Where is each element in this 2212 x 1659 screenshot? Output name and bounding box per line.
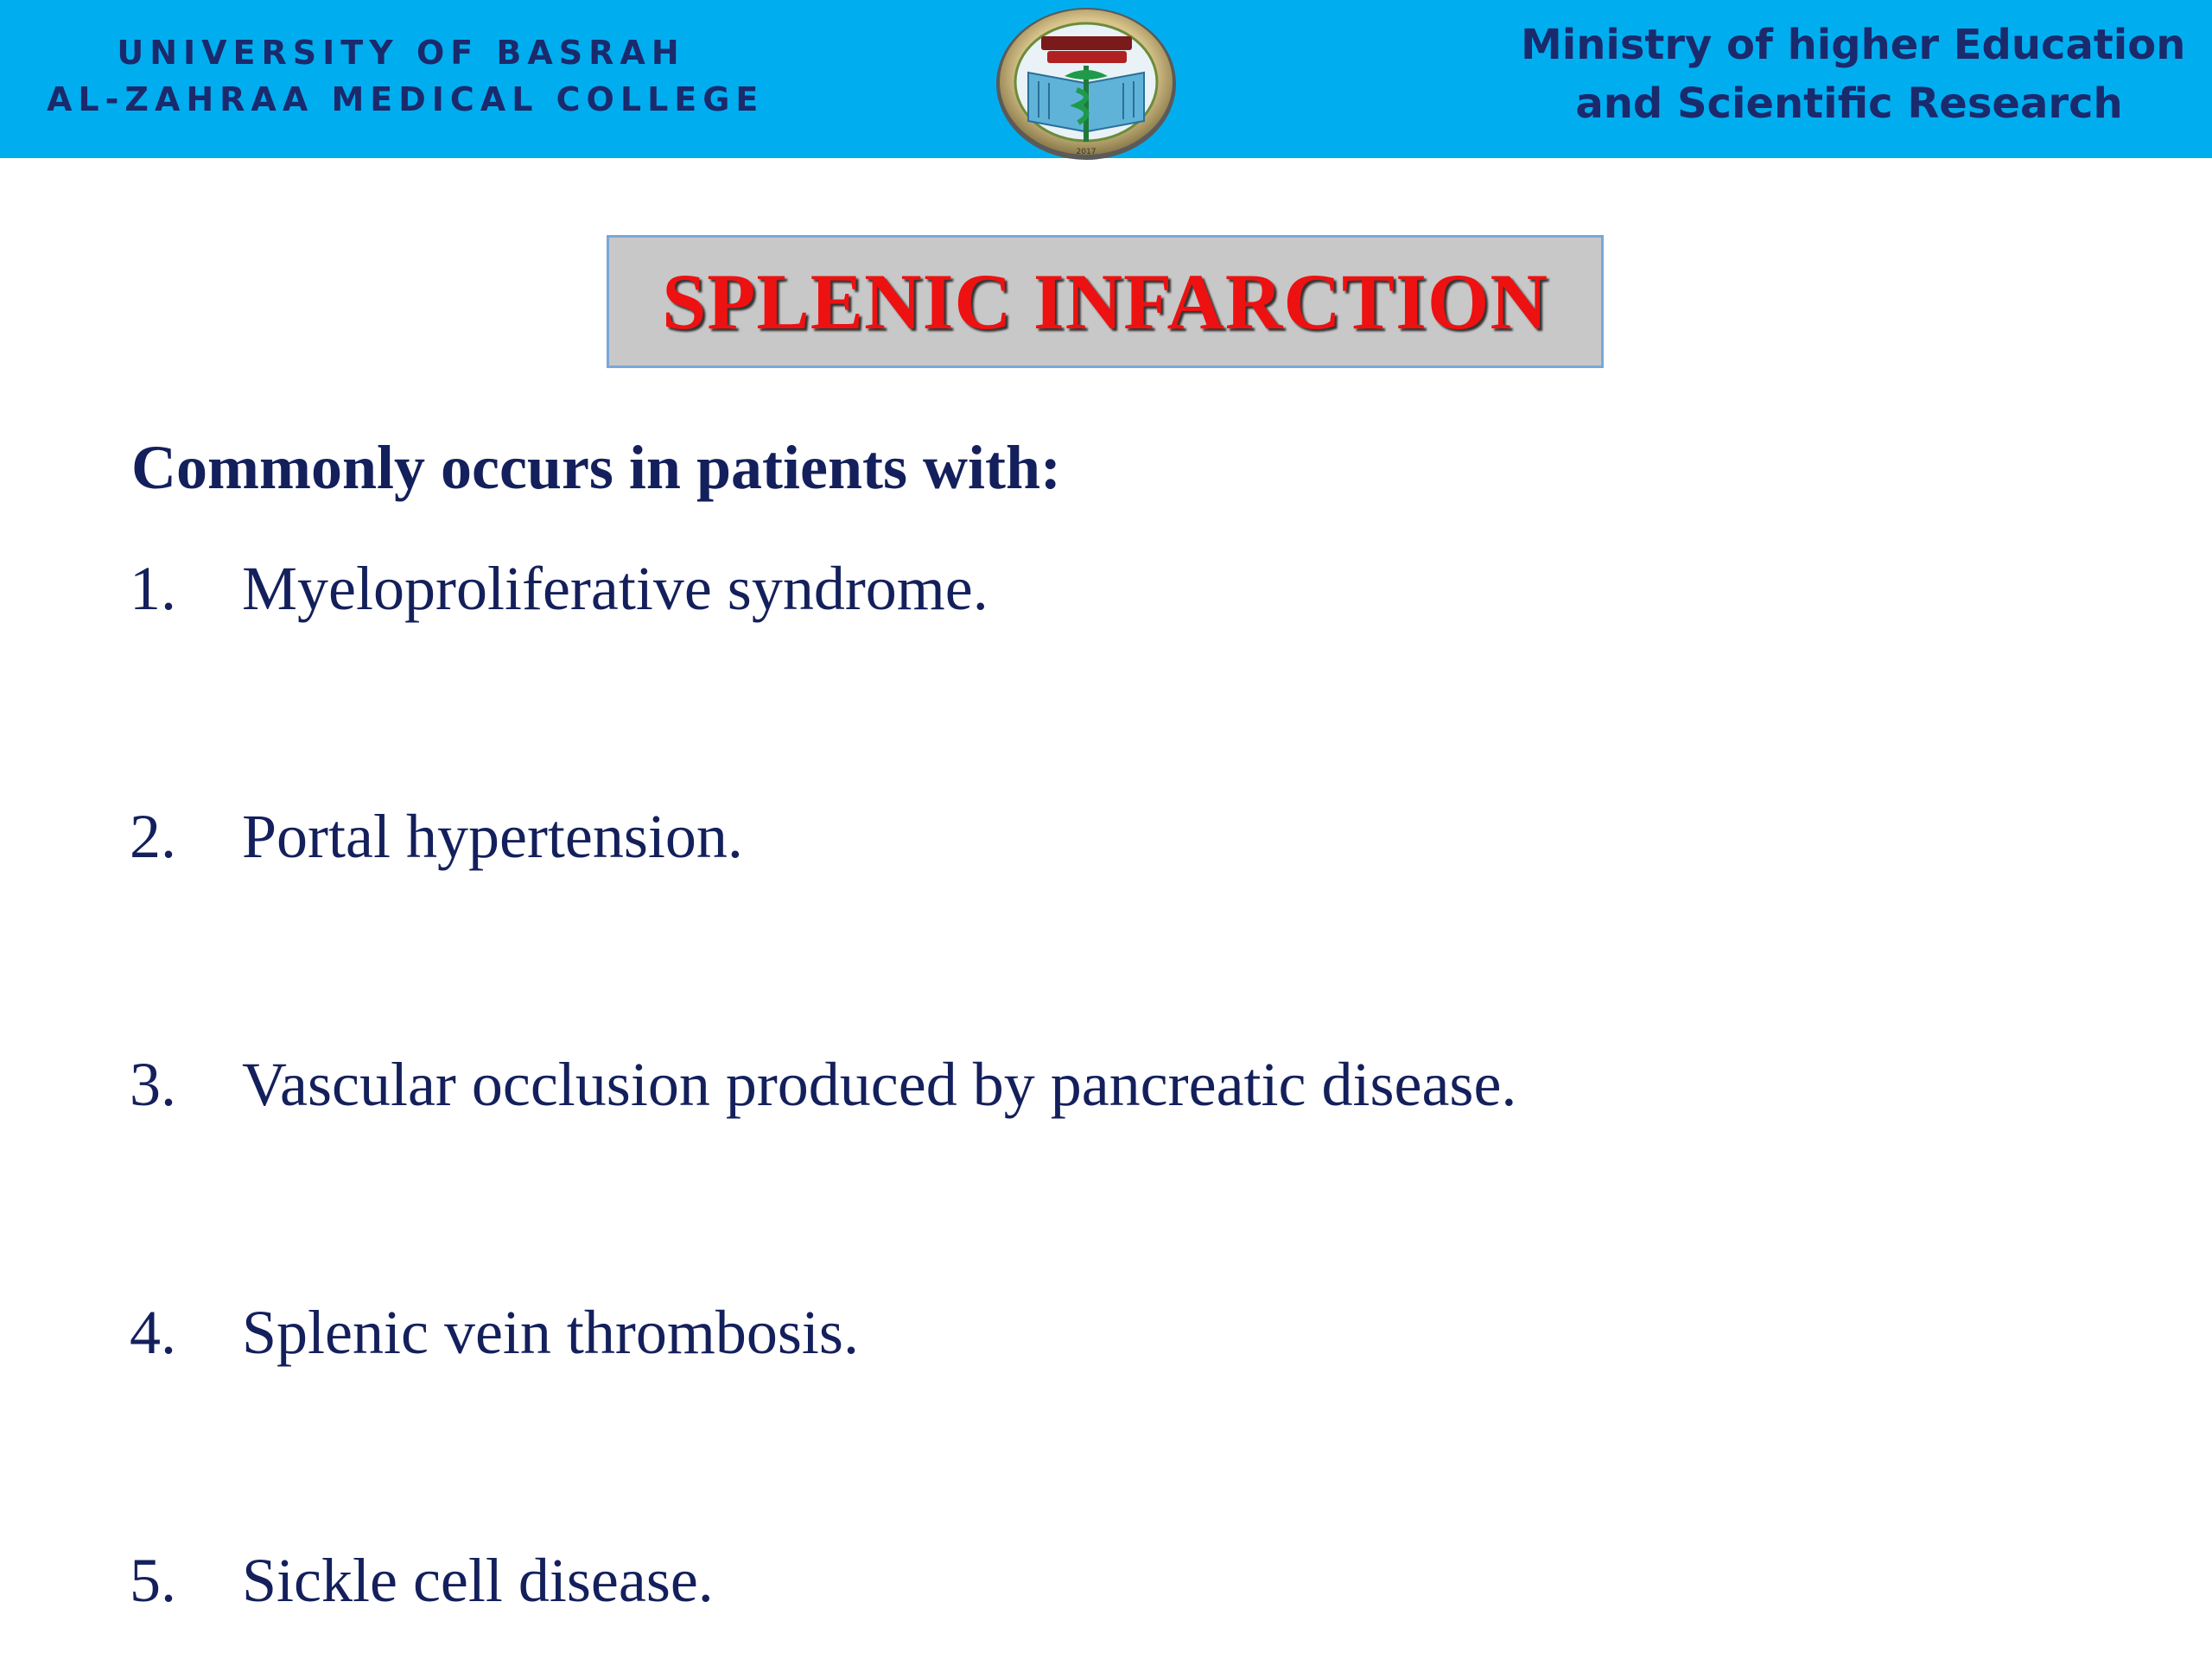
list-item-text: Sickle cell disease. [242,1546,714,1615]
list-item [130,1049,1516,1121]
svg-text:2017: 2017 [1076,148,1096,156]
university-line-2: AL-ZAHRAA MEDICAL COLLEGE [47,80,765,118]
list-item-number: 5. [130,1546,176,1615]
list-item-text: Myeloproliferative syndrome. [242,554,988,623]
list-item [130,801,743,873]
university-line-1: UNIVERSITY OF BASRAH [117,34,685,72]
header-banner [0,0,2212,158]
ministry-name [1521,16,2186,133]
list-item-number: 2. [130,802,176,871]
list-item-number: 3. [130,1050,176,1119]
ministry-line-2: and Scientific Research [1575,79,2123,128]
list-item [130,553,988,625]
list-item [130,1545,714,1617]
list-item-text: Portal hypertension. [242,802,743,871]
intro-text: Commonly occurs in patients with: [131,433,1061,502]
list-item-text: Vascular occlusion produced by pancreatic disease. [242,1050,1517,1119]
list-item-number: 4. [130,1298,176,1367]
university-name [47,29,765,123]
list-item [130,1297,859,1369]
ministry-line-1: Ministry of higher Education [1521,21,2186,69]
title-box [607,235,1604,368]
list-item-number: 1. [130,554,176,623]
slide-title: SPLENIC INFARCTION [662,257,1548,346]
college-seal-icon [994,3,1179,161]
list-item-text: Splenic vein thrombosis. [242,1298,859,1367]
